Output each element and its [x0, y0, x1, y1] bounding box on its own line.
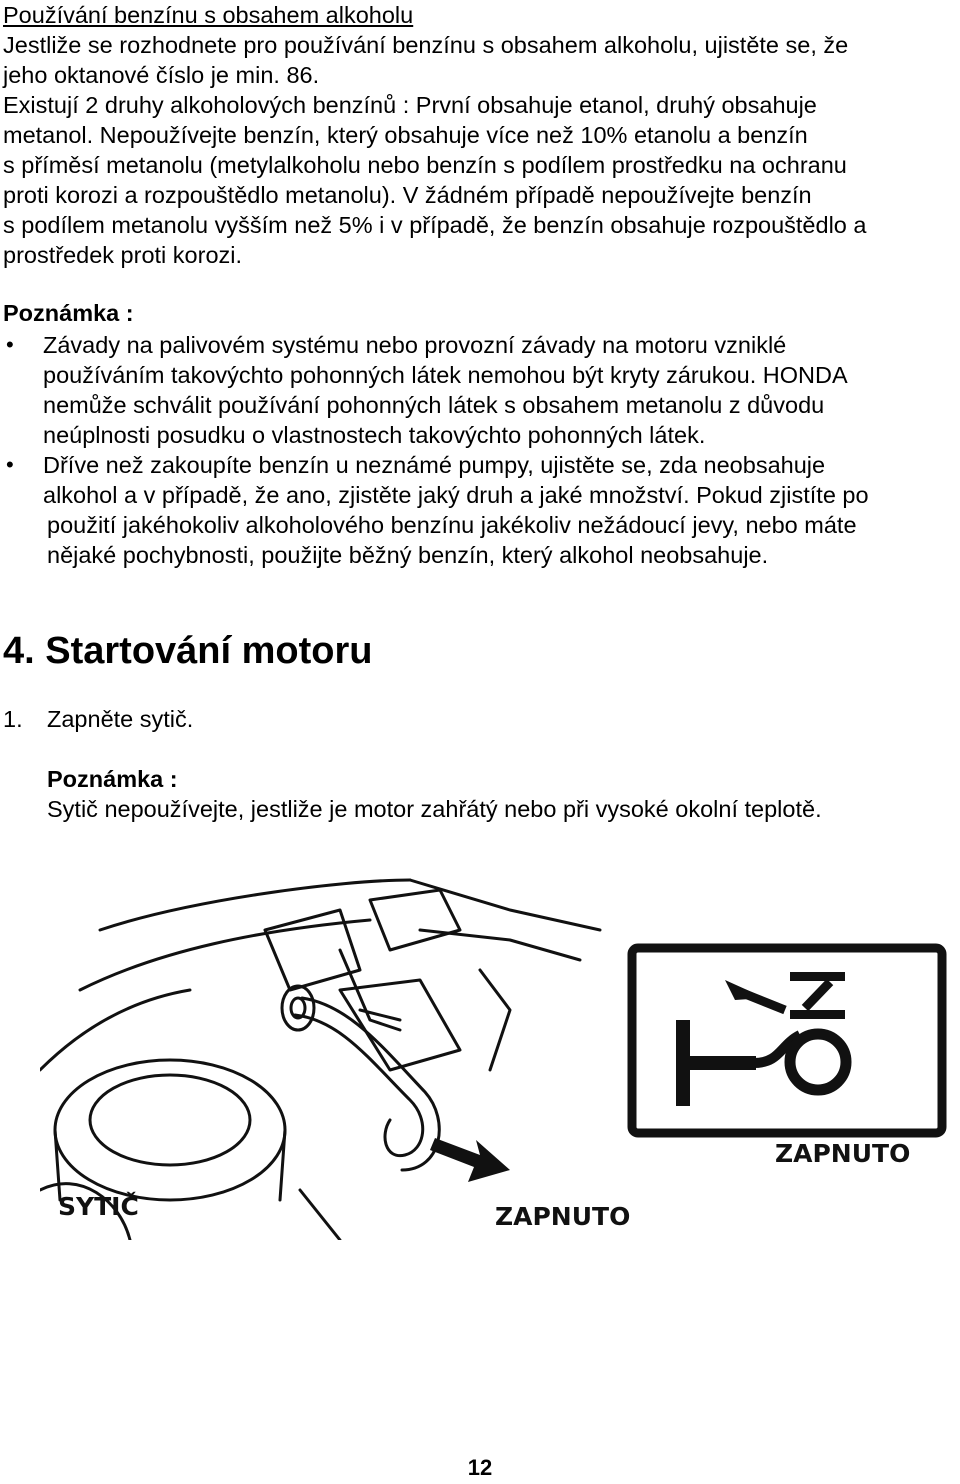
paragraph-line: metanol. Nepoužívejte benzín, který obsahuje více než 10% etanolu a benzín	[3, 122, 808, 148]
on-label-symbol: ZAPNUTO	[775, 1139, 911, 1168]
paragraph-line: Jestliže se rozhodnete pro používání benzínu s obsahem alkoholu, ujistěte se, že	[3, 32, 849, 58]
step-text: Zapněte sytič.	[47, 706, 194, 732]
paragraph-line: prostředek proti korozi.	[3, 242, 243, 268]
section-heading-starting-engine: 4. Startování motoru	[3, 630, 373, 672]
note-title: Poznámka :	[47, 766, 178, 792]
bullet-line: alkohol a v případě, že ano, zjistěte jaký druh a jaké množství. Pokud zjistíte po	[43, 482, 869, 508]
note-text: Sytič nepoužívejte, jestliže je motor zahřátý nebo při vysoké okolní teplotě.	[47, 796, 822, 822]
engine-illustration	[40, 880, 600, 1240]
paragraph-line: proti korozi a rozpouštědlo metanolu). V žádném případě nepoužívejte benzín	[3, 182, 812, 208]
choke-lever-figure	[40, 870, 960, 1240]
bullet-marker: •	[6, 452, 14, 477]
bullet-line: použití jakéhokoliv alkoholového benzínu jakékoliv nežádoucí jevy, nebo máte	[47, 512, 857, 538]
paragraph-line: jeho oktanové číslo je min. 86.	[3, 62, 320, 88]
choke-symbol-icon	[632, 948, 942, 1133]
bullet-line: nemůže schválit používání pohonných látek s obsahem metanolu z důvodu	[43, 392, 825, 418]
on-label-arrow: ZAPNUTO	[495, 1202, 631, 1231]
bullet-line: Závady na palivovém systému nebo provozní závady na motoru vzniklé	[43, 332, 787, 358]
arrow-icon	[430, 1138, 510, 1182]
page-number: 12	[467, 1455, 493, 1480]
bullet-marker: •	[6, 332, 14, 357]
note-title: Poznámka :	[3, 300, 134, 326]
bullet-line: nějaké pochybnosti, použijte běžný benzín, který alkohol neobsahuje.	[47, 542, 769, 568]
bullet-line: neúplnosti posudku o vlastnostech takovýchto pohonných látek.	[43, 422, 706, 448]
paragraph-line: s příměsí metanolu (metylalkoholu nebo benzín s podílem prostředku na ochranu	[3, 152, 847, 178]
bullet-line: používáním takovýchto pohonných látek nemohou být kryty zárukou. HONDA	[43, 362, 848, 388]
paragraph-line: s podílem metanolu vyšším než 5% i v případě, že benzín obsahuje rozpouštědlo a	[3, 212, 867, 238]
paragraph-line: Existují 2 druhy alkoholových benzínů : První obsahuje etanol, druhý obsahuje	[3, 92, 817, 118]
step-number: 1.	[3, 706, 23, 732]
choke-label: SYTIČ	[58, 1192, 139, 1221]
section-heading-alcohol-fuel: Používání benzínu s obsahem alkoholu	[3, 2, 414, 28]
bullet-line: Dříve než zakoupíte benzín u neznámé pumpy, ujistěte se, zda neobsahuje	[43, 452, 826, 478]
